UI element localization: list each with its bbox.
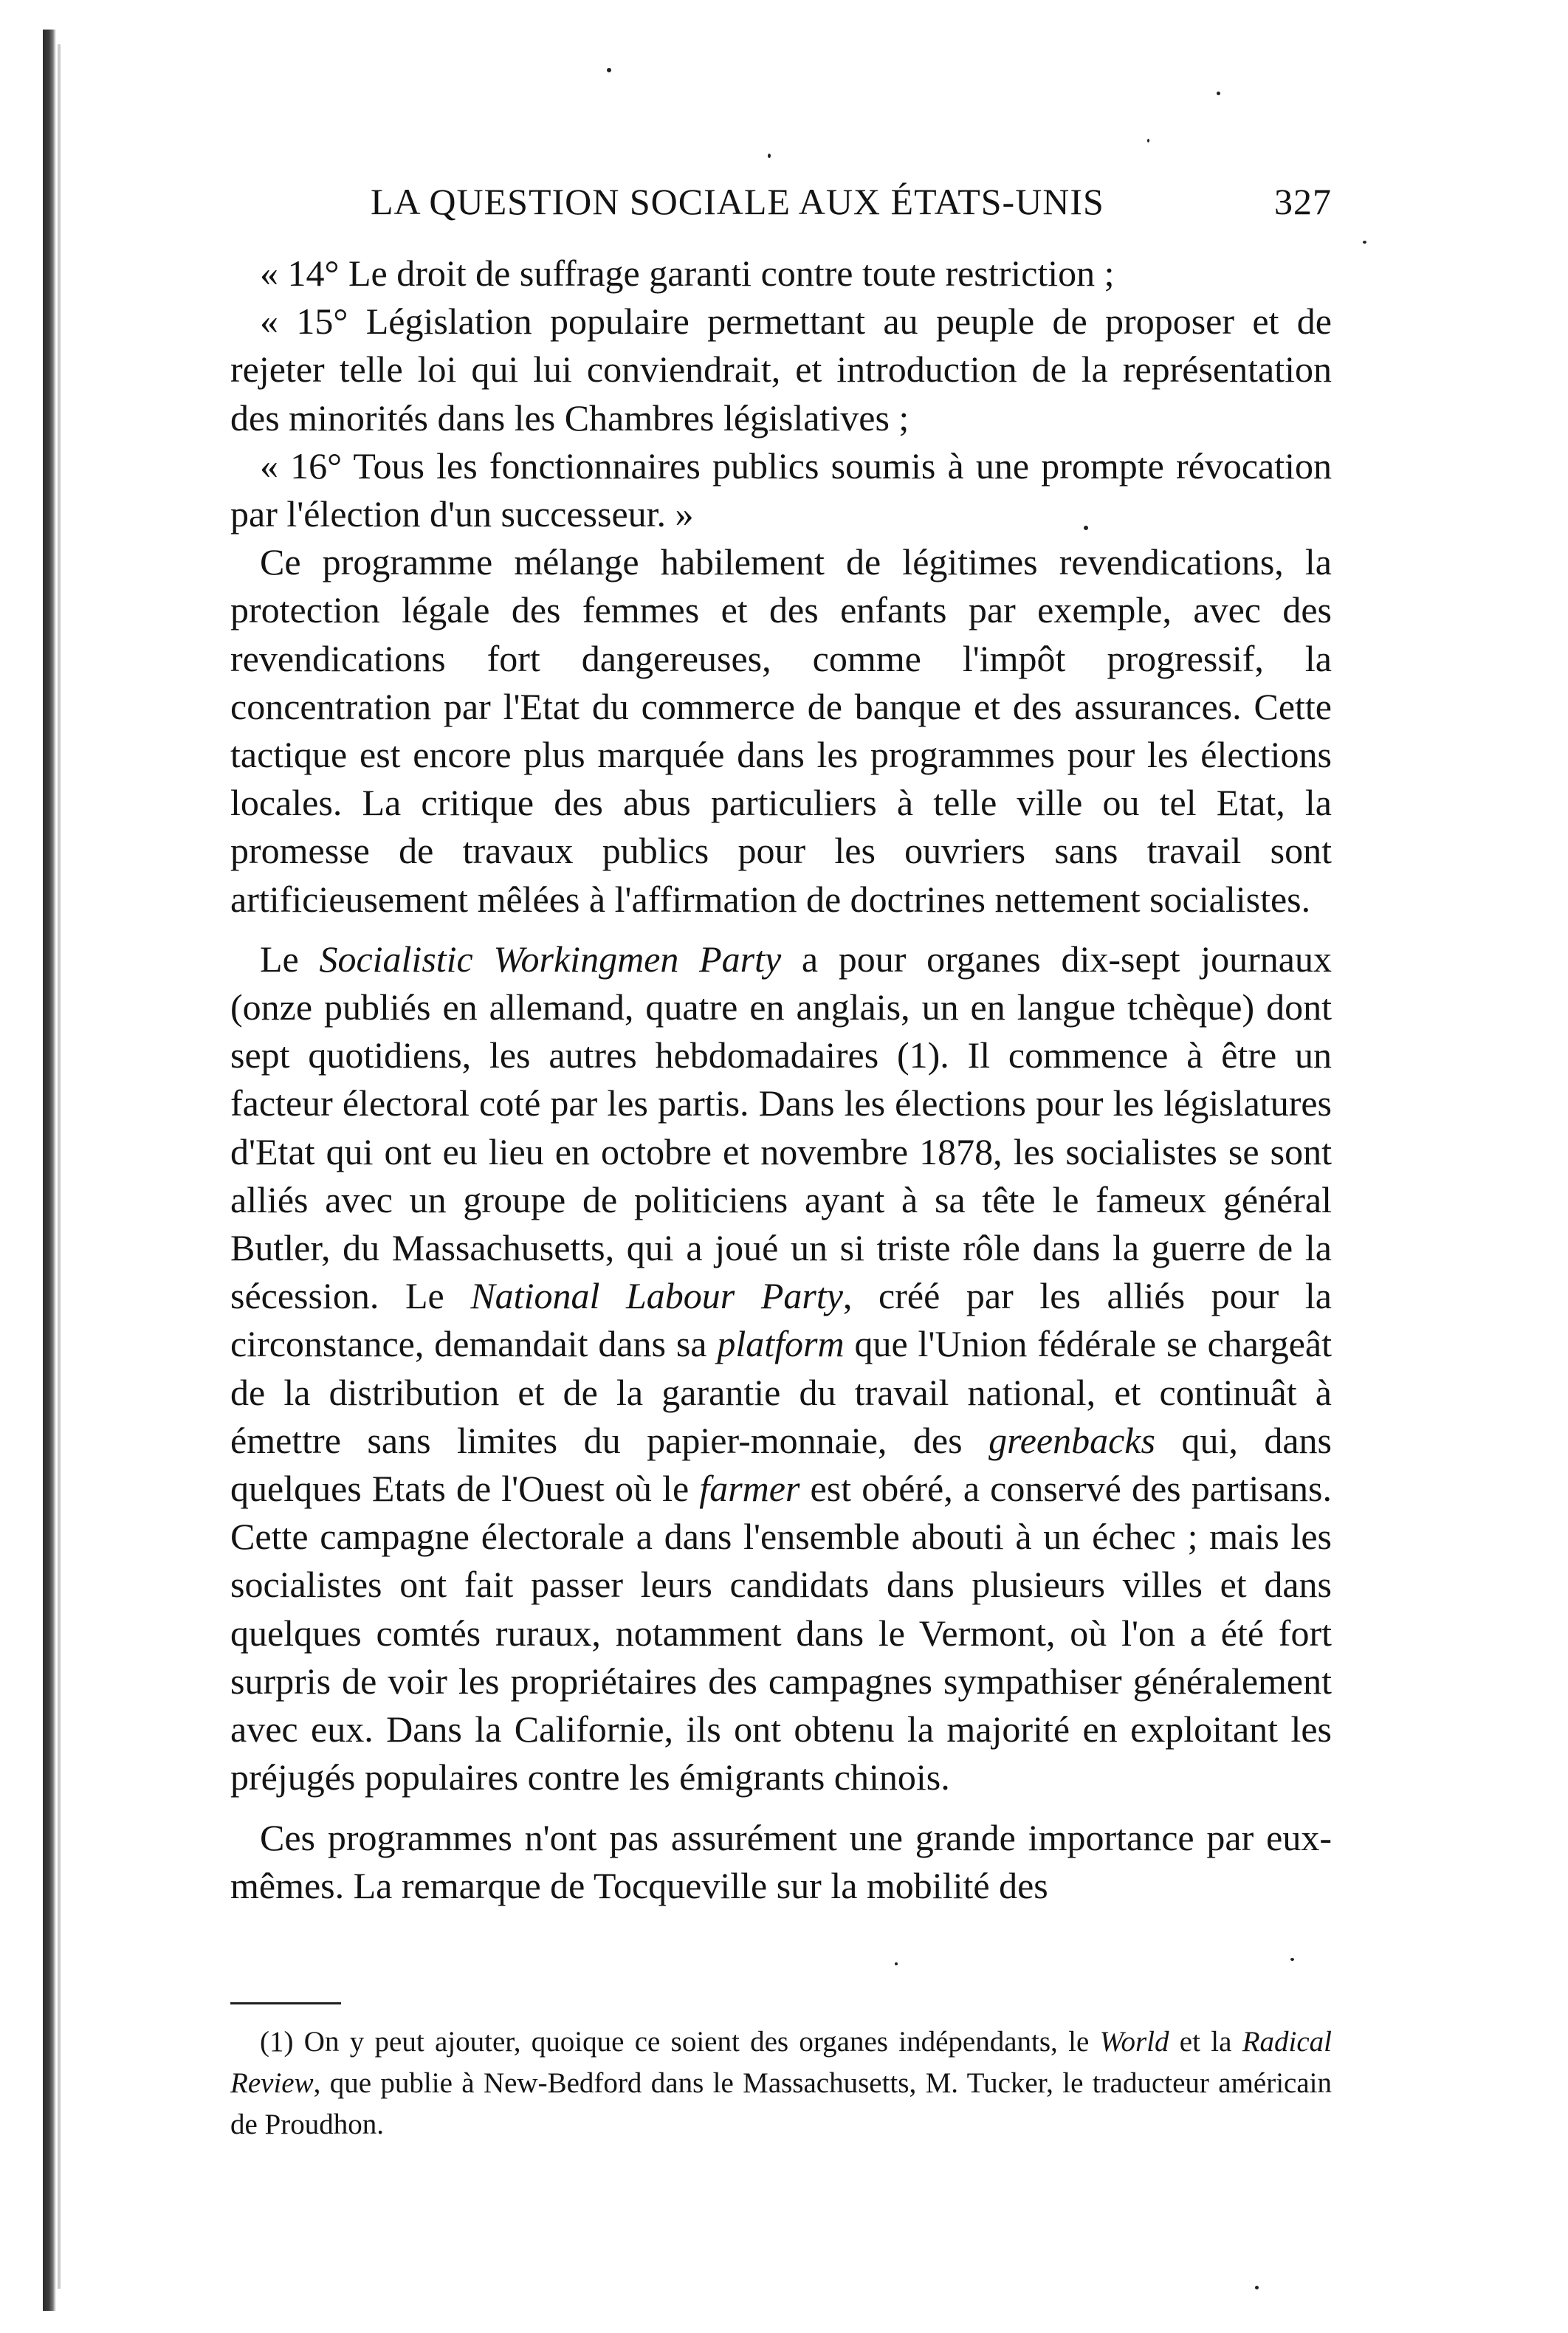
text-run: Le [260, 938, 320, 980]
text-run: (1) On y peut ajouter, quoique ce soient des organes indépendants, le [260, 2026, 1100, 2058]
paragraph-programmes: Ces programmes n'ont pas assurément une grande importance par eux-mêmes. La remarque de Tocqueville sur la mobilité des [230, 1816, 1332, 1906]
paragraph-item-15: « 15° Législation populaire permettant au peuple de proposer et de rejeter telle loi qui lui conviendrait, et introduction de la représentation des minorités dans les Chambres législatives ; [230, 300, 1332, 439]
text-run: qui, dans quelques Etats de l'Ouest où le [230, 1419, 1333, 1510]
text-run: a pour organes dix-sept journaux (onze publiés en allemand, quatre en anglais, un en langue tchèque) dont sept quotidiens, les autres hebdomadaires (1). Il commence à être un facteur électoral coté par les partis. Dans les élections pour les législatures d'Etat qui ont eu lieu en octobre et novembre 1878, les socialistes se sont alliés avec un groupe de politiciens ayant à sa tête le fameux général Butler, du Massachusetts, qui a joué un si triste rôle dans la guerre de la sécession. Le [230, 938, 1332, 1317]
text-run: , créé par les alliés pour la circonstance, demandait dans sa [230, 1275, 1332, 1365]
text-run: est obéré, a conservé des partisans. Cette campagne électorale a dans l'ensemble abouti à un échec ; mais les socialistes ont fait passer leurs candidats dans plusieurs villes et dans quelques comtés ruraux, notamment dans le Vermont, où l'on a été fort surpris de voir les propriétaires des campagnes sympathiser généralement avec eux. Dans la Californie, ils ont obtenu la majorité en exploitant les préjugés populaires contre les émigrants chinois. [230, 1468, 1332, 1798]
footnote-1 [230, 2021, 1332, 2145]
paragraph-programme: Ce programme mélange habilement de légitimes revendications, la protection légale des femmes et des enfants par exemple, avec des revendications fort dangereuses, comme l'impôt progressif, la concentration par l'Etat du commerce de banque et des assurances. Cette tactique est encore plus marquée dans les programmes pour les élections locales. La critique des abus particuliers à telle ville ou tel Etat, la promesse de travaux publics pour les ouvriers sans travail sont artificieusement mêlées à l'affirmation de doctrines nettement socialistes. [230, 541, 1332, 920]
paragraph-item-16: « 16° Tous les fonctionnaires publics soumis à une prompte révocation par l'élection d'un successeur. » [230, 444, 1332, 535]
scan-binding-shadow [58, 44, 61, 2289]
italic-term: farmer [699, 1468, 800, 1510]
italic-party-name: Socialistic Workingmen Party [319, 938, 782, 980]
italic-party-name: National Labour Party [470, 1275, 843, 1317]
scan-binding-edge [43, 30, 56, 2311]
text-run: , que publie à New-Bedford dans le Massachusetts, M. Tucker, le traducteur américain de Proudhon. [230, 2067, 1332, 2140]
italic-journal-name: Radical Review [230, 2026, 1332, 2099]
running-head [230, 180, 1332, 232]
paragraph-item-14: « 14° Le droit de suffrage garanti contre toute restriction ; [260, 252, 1115, 294]
page-number: 327 [1274, 181, 1332, 222]
footnote-divider [230, 2002, 341, 2004]
body-text [230, 250, 1332, 1910]
footnotes [230, 2021, 1332, 2145]
paragraph-socialistic-party [230, 935, 1332, 1802]
italic-term: greenbacks [988, 1419, 1155, 1461]
italic-journal-name: World [1099, 2026, 1169, 2058]
text-run: que l'Union fédérale se chargeât de la distribution et de la garantie du travail national, et continuât à émettre sans limites du papier-monnaie, des [230, 1323, 1332, 1461]
text-run: et la [1169, 2026, 1242, 2058]
italic-term: platform [717, 1323, 845, 1365]
running-head-title: LA QUESTION SOCIALE AUX ÉTATS-UNIS [371, 181, 1104, 222]
